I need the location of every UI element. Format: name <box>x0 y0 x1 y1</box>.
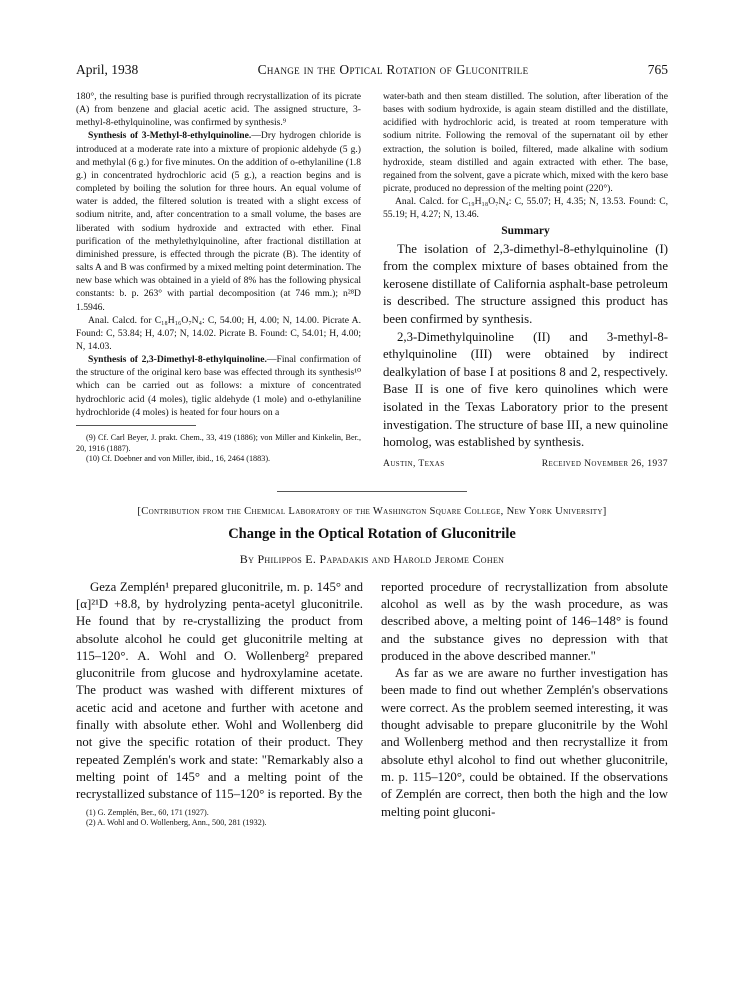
article-title: Change in the Optical Rotation of Gluconitrile <box>228 525 516 542</box>
right-column <box>383 90 668 469</box>
article-authors: By Philippos E. Papadakis and Harold Jerome Cohen <box>239 551 505 566</box>
running-header <box>76 62 668 84</box>
paragraph: water-bath and then steam distilled. The solution, after liberation of the bases with sodium hydroxide, is again steam distilled and the distillate, acidified with hydrochloric acid, is treated at room temperature with sodium nitrite. Following the removal of the supernatant oil by ether extraction, the solution is boiled, filtered, made alkaline with sodium hydroxide, steam distilled and again extracted with ether. The base, regained from the solvent, gave a picrate which, mixed with the kero base picrate, produced no depression of the melting point (220°). <box>383 91 668 195</box>
footnotes <box>76 808 363 829</box>
footnote: (10) Cf. Doebner and von Miller, ibid., 16, 2464 (1883). <box>86 454 271 464</box>
paragraph: Synthesis of 2,3-Dimethyl-8-ethylquinoline.—Final confirmation of the structure of the original kero base was effected through its synthesis¹⁰ which can be carried out as follows: a mixture of concentrated hydrochloric acid (4 moles), tiglic aldehyde (1 mole) and o-ethylaniline hydrochloride (4 moles) is heated for four hours on a <box>76 354 361 418</box>
footnote: (1) G. Zemplén, Ber., 60, 171 (1927). <box>86 807 209 817</box>
summary-heading: Summary <box>501 224 550 237</box>
header-title: Change in the Optical Rotation of Gluconitrile <box>257 62 529 77</box>
footnote-rule <box>76 425 196 430</box>
paragraph: Geza Zemplén¹ prepared gluconitrile, m. p. 145° and [α]²¹D +8.8, by hydrolyzing penta-acetyl gluconitrile. He found that by re-crystallizing the product from absolute alcohol he could get gluconitrile melting at 115–120°. A. Wohl and O. Wollenberg² prepared gluconitrile from glucose and hydroxylamine acetate. The product was washed with different mixtures of acetic acid and acetone and further with acetone and finally with absolute ether. Wohl and Wollenberg did not give the specific rotation of their product. They repeated Zemplén's work and state: "Remarkably also a melting point of 145° and a melting point of the recrystallized substance of 115–120° is reported. By the <box>76 579 363 802</box>
paragraph: 180°, the resulting base is purified through recrystallization of its picrate (A) from benzene and glacial acetic acid. The assigned structure, 3-methyl-8-ethylquinoline, was confirmed by synthesis.⁹ <box>76 91 361 129</box>
section-heading: Synthesis of 3-Methyl-8-ethylquinoline. <box>88 130 252 142</box>
article-left-column <box>76 579 363 829</box>
article-right-column <box>381 579 668 829</box>
footnotes <box>76 433 361 465</box>
analysis-paragraph: Anal. Calcd. for C₁₈H₁₆O₇N₄: C, 54.00; H, 4.00; N, 14.00. Picrate A. Found: C, 53.84; H, 4.07; N, 14.02. Picrate B. Found: C, 54.01; H, 4.00; N, 14.03. <box>76 314 361 352</box>
left-column <box>76 90 361 469</box>
summary-paragraph: The isolation of 2,3-dimethyl-8-ethylquinoline (I) from the complex mixture of bases obtained from the kerosene distillate of California asphalt-base petroleum is described. The structure assigned this product has been confirmed by synthesis. <box>383 241 668 326</box>
paragraph: As far as we are aware no further investigation has been made to find out whether Zemplén's observations were correct. As the problem seemed interesting, it was thought advisable to prepare gluconitrile by the Wohl and Wollenberg method and then recrystallize it from absolute ethyl alcohol to find out whether gluconitrile, m. p. 115–120°, could be obtained. If the observations of Zemplén are correct, then both the high and the low melting point gluconi- <box>381 666 668 819</box>
summary-paragraph: 2,3-Dimethylquinoline (II) and 3-methyl-8-ethylquinoline (III) were obtained by indirect dealkylation of base I at positions 8 and 2, respectively. Base II is one of five kero quinolines which were isolated in the Texas Laboratory prior to the present investigation. The structure of base III, a new quinoline homolog, was established by synthesis. <box>383 329 668 450</box>
journal-page <box>76 62 668 829</box>
page-number: 765 <box>647 62 668 77</box>
paragraph: Synthesis of 3-Methyl-8-ethylquinoline.—Dry hydrogen chloride is introduced at a moderate rate into a mixture of propionic aldehyde (5 g.) and methylal (6 g.) for five minutes. On the addition of o-ethylaniline (1.8 g.) in concentrated hydrochloric acid (5 g.), a reaction begins and is completed by boiling the solution for three hours. An equal volume of water is added, the filtered solution is treated with a slight excess of sodium nitrite, and, after concentration to a small volume, the bases are liberated with sodium hydroxide and extracted with ether. Final purification of the methylethylquinoline, after fractional distillation at diminished pressure, is effected through the picrate (B). The identity of salts A and B was confirmed by a mixed melting point determination. The new base which was obtained in a yield of 8% has the following physical constants: b. p. 263° with partial decomposition (at 746 mm.); n²⁸D 1.5946. <box>76 130 361 313</box>
header-date: April, 1938 <box>76 62 139 77</box>
contribution-line: [Contribution from the Chemical Laboratory of the Washington Square College, New York University] <box>137 505 607 517</box>
footnote: (2) A. Wohl and O. Wollenberg, Ann., 500, 281 (1932). <box>86 818 267 828</box>
section-heading: Synthesis of 2,3-Dimethyl-8-ethylquinoline. <box>88 354 267 366</box>
divider <box>277 491 467 492</box>
footnote: (9) Cf. Carl Beyer, J. prakt. Chem., 33, 419 (1886); von Miller and Kinkelin, Ber., 20, 1916 (1887). <box>76 432 361 453</box>
received-date: Received November 26, 1937 <box>541 457 668 469</box>
paragraph: reported procedure of recrystallization from absolute alcohol as well as by the wash procedure, as was described above, a melting point of 146–148° is found and the substance gives no depression with that produced in the above described manner." <box>381 579 668 663</box>
signature-line <box>383 458 668 469</box>
place: Austin, Texas <box>383 457 445 469</box>
analysis-paragraph: Anal. Calcd. for C₁₉H₁₈O₇N₄: C, 55.07; H, 4.35; N, 13.53. Found: C, 55.19; H, 4.27; N, 13.46. <box>383 196 668 221</box>
